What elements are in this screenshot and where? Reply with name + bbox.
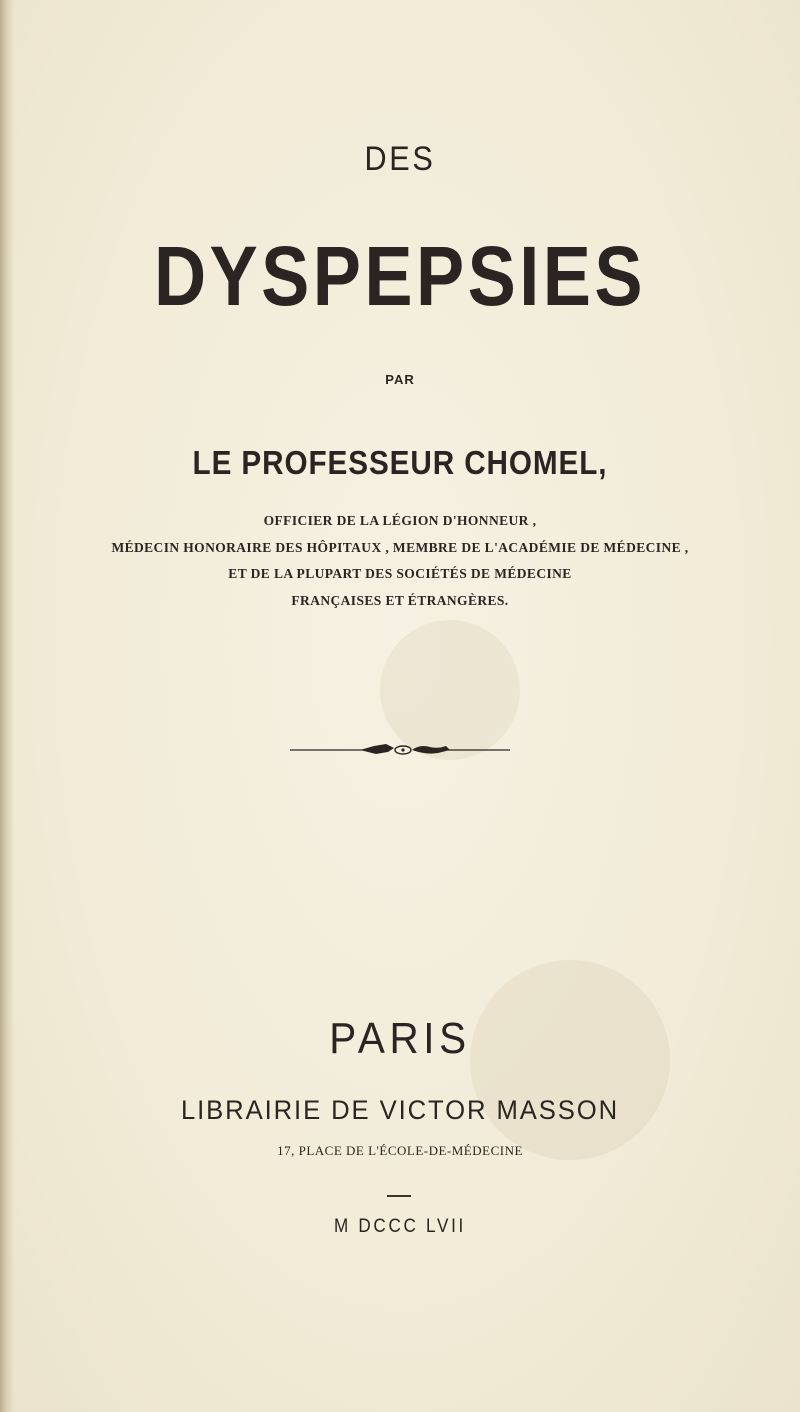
publisher-name: LIBRAIRIE DE VICTOR MASSON [180,1095,620,1125]
author-credential: FRANÇAISES ET ÉTRANGÈRES. [291,593,509,608]
author-credential: OFFICIER DE LA LÉGION D'HONNEUR , [263,513,537,528]
by-line: PAR [385,372,415,387]
publisher-address: 17, PLACE DE L'ÉCOLE-DE-MÉDECINE [277,1143,523,1158]
binding-shadow [0,0,14,1412]
author-name: LE PROFESSEUR CHOMEL, [192,444,608,481]
author-credential: ET DE LA PLUPART DES SOCIÉTÉS DE MÉDECINE [228,566,572,581]
imprint-city: PARIS [329,1014,471,1063]
author-credential: MÉDECIN HONORAIRE DES HÔPITAUX , MEMBRE DE L'ACADÉMIE DE MÉDECINE , [111,540,689,555]
paper-stain [380,620,520,760]
decorative-rule-ornament [290,740,510,760]
pre-title: DES [364,140,436,178]
book-title: DYSPEPSIES [153,229,647,323]
publication-year: M DCCC LVII [333,1216,466,1237]
short-divider [387,1195,411,1197]
